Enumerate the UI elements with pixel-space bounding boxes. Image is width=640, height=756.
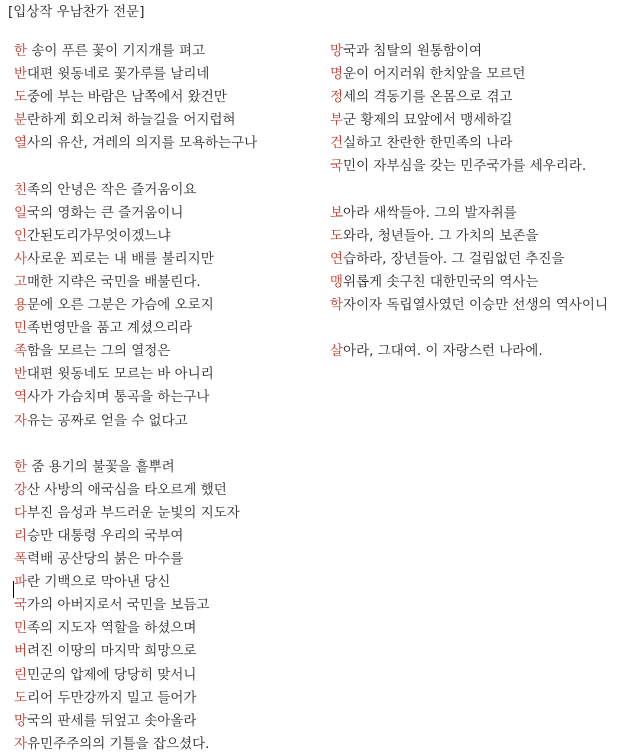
line-text: 유는 공짜로 얻을 수 없다고 xyxy=(27,412,188,429)
poem-line xyxy=(14,40,324,63)
line-text: 국과 침탈의 원통함이여 xyxy=(343,43,483,59)
line-text: 송이 푸른 꽃이 기지개를 펴고 xyxy=(27,43,205,59)
line-text: 족의 안녕은 작은 즐거움이요 xyxy=(27,181,197,198)
poem-line xyxy=(14,340,324,363)
line-text: 사가 가슴치며 통곡을 하는구나 xyxy=(27,389,210,406)
line-text: 와라, 청년들아. 그 가치의 보존을 xyxy=(343,227,539,244)
acrostic-initial: 린 xyxy=(14,666,28,683)
acrostic-initial: 열 xyxy=(14,135,28,152)
acrostic-initial: 강 xyxy=(14,481,28,498)
poem-left-column xyxy=(14,40,324,756)
line-text: 간된도리가무엇이겠느냐 xyxy=(27,227,171,244)
line-text: 란 기백으로 막아낸 당신 xyxy=(27,574,171,591)
poem-line xyxy=(330,63,630,86)
line-text: 국의 판세를 뒤엎고 솟아올라 xyxy=(27,712,197,729)
poem-line xyxy=(14,687,324,710)
poem-line xyxy=(14,502,324,525)
poem-line xyxy=(14,548,324,571)
acrostic-initial: 사 xyxy=(14,250,28,267)
line-text: 함을 모르는 그의 열정은 xyxy=(27,343,171,360)
poem-line xyxy=(14,733,324,756)
stanza-gap xyxy=(330,179,630,202)
acrostic-initial: 인 xyxy=(14,227,28,244)
poem-line xyxy=(330,86,630,109)
line-text: 매한 지략은 국민을 배불린다. xyxy=(27,273,201,290)
line-text: 세의 격동기를 온몸으로 겪고 xyxy=(343,89,513,106)
line-text: 위롭게 솟구친 대한민국의 역사는 xyxy=(343,273,539,290)
line-text: 중에 부는 바람은 남쪽에서 왔건만 xyxy=(27,89,227,106)
line-text: 족의 지도자 역할을 하셨으며 xyxy=(27,620,197,637)
acrostic-initial: 자 xyxy=(14,735,28,752)
line-text: 력배 공산당의 붉은 마수를 xyxy=(27,551,184,568)
acrostic-initial: 한 xyxy=(14,458,28,475)
poem-right-column xyxy=(330,40,630,363)
poem-line xyxy=(14,617,324,640)
poem-line xyxy=(14,664,324,687)
acrostic-initial: 분 xyxy=(14,112,28,129)
poem-line xyxy=(14,479,324,502)
line-text: 습하라, 장년들아. 그 걸림없던 추진을 xyxy=(343,250,565,267)
poem-line xyxy=(330,271,630,294)
acrostic-initial: 고 xyxy=(14,273,28,290)
acrostic-initial: 반 xyxy=(14,66,28,83)
text-cursor xyxy=(13,581,14,598)
poem-line xyxy=(14,456,324,479)
acrostic-initial: 리 xyxy=(14,527,28,544)
acrostic-initial: 도 xyxy=(330,227,344,244)
poem-line xyxy=(14,640,324,663)
poem-line xyxy=(14,248,324,271)
acrostic-initial: 살 xyxy=(330,343,344,360)
poem-line xyxy=(14,109,324,132)
acrostic-initial: 다 xyxy=(14,504,28,521)
poem-line xyxy=(330,294,630,340)
acrostic-initial: 자 xyxy=(14,412,28,429)
acrostic-initial: 맹 xyxy=(330,273,344,290)
poem-line xyxy=(14,317,324,340)
acrostic-initial: 학 xyxy=(330,297,344,314)
acrostic-initial: 망 xyxy=(14,712,28,729)
line-text: 군 황제의 묘앞에서 맹세하길 xyxy=(343,112,513,129)
poem-line xyxy=(330,132,630,155)
poem-line xyxy=(14,571,324,594)
acrostic-initial: 일 xyxy=(14,204,28,221)
poem-line xyxy=(14,63,324,86)
poem-line xyxy=(14,271,324,294)
line-text: 문에 오른 그분은 가슴에 오로지 xyxy=(27,297,214,314)
acrostic-initial: 망 xyxy=(330,43,344,59)
line-text: 산 사방의 애국심을 타오르게 했던 xyxy=(27,481,227,498)
poem-line xyxy=(330,155,630,178)
poem-line xyxy=(330,202,630,225)
poem-line xyxy=(14,202,324,225)
poem-line xyxy=(330,109,630,132)
acrostic-initial: 국 xyxy=(14,597,28,614)
poem-line xyxy=(14,86,324,109)
line-text: 국의 영화는 큰 즐거움이니 xyxy=(27,204,184,221)
line-text: 족번영만을 품고 계셨으리라 xyxy=(27,320,193,337)
stanza-gap xyxy=(14,155,324,178)
poem-line xyxy=(14,525,324,548)
poem-line xyxy=(14,710,324,733)
stanza-gap xyxy=(14,433,324,456)
poem-line xyxy=(330,248,630,271)
acrostic-initial: 친 xyxy=(14,181,28,198)
poem-line xyxy=(14,225,324,248)
poem-line xyxy=(14,132,324,155)
acrostic-initial: 부 xyxy=(330,112,344,129)
line-text: 운이 어지러워 한치앞을 모르던 xyxy=(343,66,526,83)
line-text: 리어 두만강까지 밀고 들어가 xyxy=(27,689,197,706)
poem-line xyxy=(14,363,324,386)
line-text: 사로운 꾀로는 내 배를 불리지만 xyxy=(27,250,214,267)
acrostic-initial: 용 xyxy=(14,297,28,314)
line-text: 자이자 독립열사였던 이승만 선생의 역사이니 xyxy=(343,297,608,314)
line-text: 민군의 압제에 당당히 맞서니 xyxy=(27,666,197,683)
line-text: 실하고 찬란한 한민족의 나라 xyxy=(343,135,513,152)
line-text: 아라, 그대여. 이 자랑스런 나라에. xyxy=(343,343,543,360)
poem-line xyxy=(330,40,630,63)
acrostic-initial: 정 xyxy=(330,89,344,106)
poem-line xyxy=(14,386,324,409)
acrostic-initial: 민 xyxy=(14,620,28,637)
acrostic-initial: 도 xyxy=(14,689,28,706)
poem-line xyxy=(330,340,630,363)
line-text: 민이 자부심을 갖는 민주국가를 세우리라. xyxy=(343,158,587,175)
acrostic-initial: 족 xyxy=(14,343,28,360)
acrostic-initial: 한 xyxy=(14,43,28,59)
acrostic-initial: 명 xyxy=(330,66,344,83)
acrostic-initial: 국 xyxy=(330,158,344,175)
acrostic-initial: 파 xyxy=(14,574,28,591)
poem-line xyxy=(14,179,324,202)
line-text: 아라 새싹들아. 그의 발자취를 xyxy=(343,204,517,221)
line-text: 유민주주의의 기틀을 잡으셨다. xyxy=(27,735,210,752)
acrostic-initial: 보 xyxy=(330,204,344,221)
poem-line xyxy=(330,225,630,248)
poem-line xyxy=(14,410,324,433)
line-text: 대편 윗동네도 모르는 바 아니리 xyxy=(27,366,214,383)
poem-line xyxy=(14,294,324,317)
acrostic-initial: 반 xyxy=(14,366,28,383)
line-text: 란하게 회오리쳐 하늘길을 어지럽혀 xyxy=(27,112,236,129)
line-text: 가의 아버지로서 국민을 보듬고 xyxy=(27,597,210,614)
acrostic-initial: 민 xyxy=(14,320,28,337)
line-text: 사의 유산, 겨레의 의지를 모욕하는구나 xyxy=(27,135,258,152)
line-text: 줌 용기의 불꽃을 흩뿌려 xyxy=(27,458,175,475)
line-text: 부진 음성과 부드러운 눈빛의 지도자 xyxy=(27,504,240,521)
document-title: [입상작 우남찬가 전문] xyxy=(8,4,145,20)
line-text: 대편 윗동네로 꽃가루를 날리네 xyxy=(27,66,210,83)
acrostic-initial: 도 xyxy=(14,89,28,106)
acrostic-initial: 폭 xyxy=(14,551,28,568)
line-text: 승만 대통령 우리의 국부여 xyxy=(27,527,184,544)
acrostic-initial: 역 xyxy=(14,389,28,406)
line-text: 려진 이땅의 마지막 희망으로 xyxy=(27,643,197,660)
acrostic-initial: 건 xyxy=(330,135,344,152)
acrostic-initial: 연 xyxy=(330,250,344,267)
poem-line xyxy=(14,594,324,617)
acrostic-initial: 버 xyxy=(14,643,28,660)
